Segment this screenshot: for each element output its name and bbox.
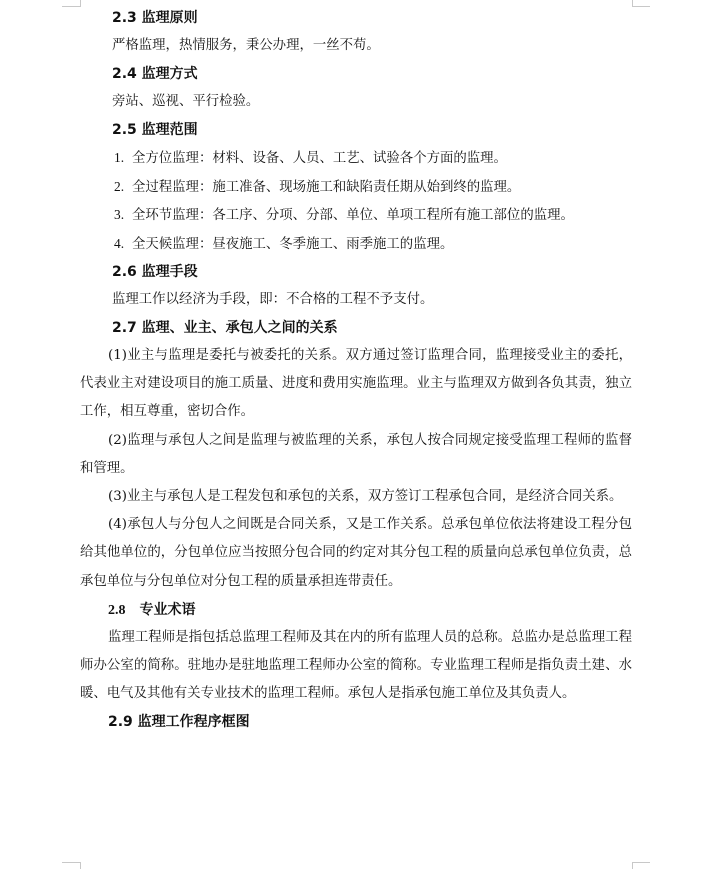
relation-paragraph-4: (4)承包人与分包人之间既是合同关系，又是工作关系。总承包单位依法将建设工程分包给其他单位的，分包单位应当按照分包合同的约定对其分包工程的质量向总承包单位负责，总承包单位与分包单位对分包工程的质量承担连带责任。 — [80, 517, 632, 589]
section-heading-2-4: 2.4 监理方式 — [112, 66, 198, 82]
crop-mark — [632, 6, 650, 7]
list-number: 2. — [114, 178, 125, 194]
section-heading-2-5: 2.5 监理范围 — [112, 122, 198, 138]
section-body-2-4: 旁站、巡视、平行检验。 — [112, 94, 260, 109]
list-item — [80, 230, 632, 259]
terms-paragraph: 监理工程师是指包括总监理工程师及其在内的所有监理人员的总称。总监办是总监理工程师办公室的简称。驻地办是驻地监理工程师办公室的简称。专业监理工程师是指负责土建、水暖、电气及其他有关专业技术的监理工程师。承包人是指承包施工单位及其负责人。 — [80, 629, 632, 702]
section-heading-2-6: 2.6 监理手段 — [112, 264, 198, 280]
crop-mark — [62, 862, 80, 863]
list-item — [80, 144, 632, 173]
list-text: 全过程监理：施工准备、现场施工和缺陷责任期从始到终的监理。 — [132, 179, 521, 195]
relation-paragraph-1: (1)业主与监理是委托与被委托的关系。双方通过签订监理合同，监理接受业主的委托，代表业主对建设项目的施工质量、进度和费用实施监理。业主与监理双方做到各负其责，独立工作，相互尊重，密切合作。 — [80, 348, 632, 420]
relation-paragraph-2: (2)监理与承包人之间是监理与被监理的关系，承包人按合同规定接受监理工程师的监督和管理。 — [80, 432, 632, 476]
crop-mark — [632, 862, 650, 863]
section-heading-2-9: 2.9 监理工作程序框图 — [108, 714, 250, 731]
section-heading-2-8 — [80, 596, 632, 624]
crop-mark — [62, 6, 80, 7]
list-number: 1. — [114, 150, 125, 165]
list-number: 3. — [114, 207, 125, 222]
section-body-2-6: 监理工作以经济为手段，即：不合格的工程不予支付。 — [112, 292, 434, 307]
crop-mark — [632, 0, 633, 7]
section-number: 2.8 — [108, 602, 126, 618]
section-heading-2-7: 2.7 监理、业主、承包人之间的关系 — [112, 320, 338, 336]
list-item — [80, 201, 632, 230]
list-item — [80, 173, 632, 202]
list-text: 全环节监理：各工序、分项、分部、单位、单项工程所有施工部位的监理。 — [132, 208, 574, 223]
crop-mark — [632, 862, 633, 869]
crop-mark — [80, 862, 81, 869]
document-body — [80, 4, 632, 736]
list-text: 全天候监理：昼夜施工、冬季施工、雨季施工的监理。 — [132, 236, 454, 252]
list-number: 4. — [114, 235, 125, 251]
list-text: 全方位监理：材料、设备、人员、工艺、试验各个方面的监理。 — [132, 151, 507, 166]
section-title: 专业术语 — [139, 601, 196, 618]
relation-paragraph-3: (3)业主与承包人是工程发包和承包的关系，双方签订工程承包合同，是经济合同关系。 — [108, 489, 623, 505]
section-body-2-3: 严格监理，热情服务，秉公办理，一丝不苟。 — [112, 38, 380, 53]
section-heading-2-3: 2.3 监理原则 — [112, 10, 198, 26]
